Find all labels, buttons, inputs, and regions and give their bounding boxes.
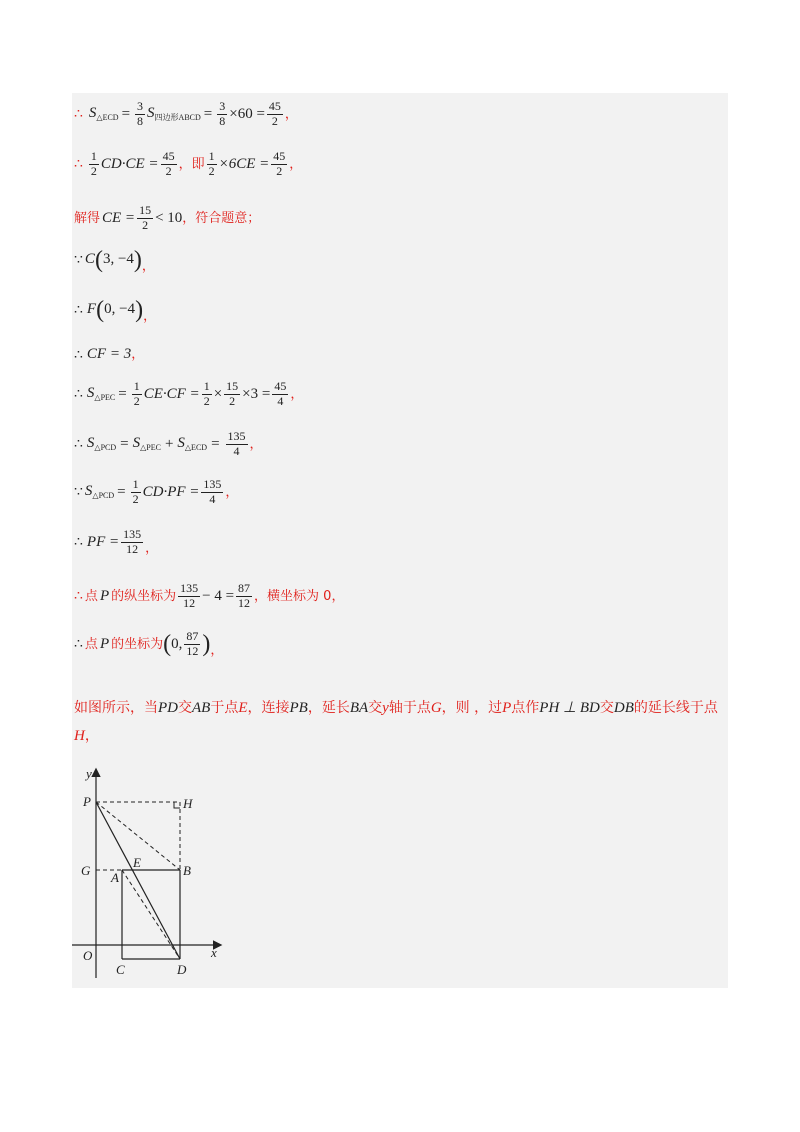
fraction: $\frac{15}{2}$ [139,203,152,232]
label-A: A [111,870,119,885]
fraction: $\frac{135}{12}$ [123,527,142,556]
fraction: $\frac{135}{12}$ [180,581,199,610]
fraction: $\frac{1}{2}$ [132,477,139,506]
fraction: $\frac{135}{4}$ [227,429,246,458]
label-O: O [83,948,93,963]
equation-line-11: ∴ 点 P 的纵坐标为 $\frac{135}{12}$ − 4 = $\frac{87}{12}$ ，横坐标为 0， [74,581,345,610]
explanation-paragraph: 如图所示，当PD交AB于点E，连接PB，延长BA交y轴于点G，则 ，过P点作PH ⊥ BD交DB的延长线于点H， [74,700,718,744]
equation-line-6: ∴ CF = 3 ， [74,346,145,363]
fraction: $\frac{87}{12}$ [186,629,199,658]
label-P: P [83,794,91,809]
equation-line-12: ∴ 点 P 的坐标为 ( 0, $\frac{87}{12}$ ) ， [74,629,224,658]
label-B: B [183,863,191,878]
fraction: $\frac{1}{2}$ [203,379,210,408]
fraction: $\frac{87}{12}$ [238,581,251,610]
label-D: D [177,962,187,977]
equation-line-2: ∴ $\frac{1}{2}$ CD·CE = $\frac{45}{2}$ ，即 $\frac{1}{2}$ ×6CE = $\frac{45}{2}$ ， [74,149,303,178]
therefore-symbol: ∴ [74,156,83,173]
fraction: $\frac{45}{2}$ [162,149,175,178]
fraction: $\frac{15}{2}$ [226,379,239,408]
equation-line-5: ∴ F ( 0, −4 ) ， [74,296,157,324]
equation-line-7: ∴ $S_{\triangle PEC}$ = $\frac{1}{2}$ CE·CF = $\frac{1}{2}$ × $\frac{15}{2}$ ×3 = $\frac{45}{4}$ ， [74,379,304,408]
fraction: $\frac{1}{2}$ [90,149,97,178]
label-E: E [133,855,141,870]
because-symbol: ∵ [74,251,83,268]
label-C: C [116,962,125,977]
label-G: G [81,863,91,878]
fraction: $\frac{135}{4}$ [203,477,222,506]
fraction: $\frac{45}{2}$ [268,99,281,128]
fraction: $\frac{3}{8}$ [219,99,226,128]
segment-AD [122,870,180,959]
fraction: $\frac{1}{2}$ [133,379,140,408]
equation-line-1: ∴ $S_{\triangle ECD}$ = $\frac{3}{8}$ $S_{四边形ABCD}$ = $\frac{3}{8}$ ×60 = $\frac{45}{2}$ ， [74,99,298,128]
therefore-symbol: ∴ [74,106,83,123]
fraction: $\frac{1}{2}$ [208,149,215,178]
equation-line-3: 解得 CE = $\frac{15}{2}$ < 10 ，符合题意； [74,203,261,232]
equation-line-4: ∵ C ( 3, −4 ) ， [74,246,155,274]
label-H: H [183,796,193,811]
fraction: $\frac{3}{8}$ [137,99,144,128]
right-angle-mark [174,802,180,808]
segment-PD [96,802,180,959]
fraction: $\frac{45}{2}$ [273,149,286,178]
equation-line-10: ∴ PF = $\frac{135}{12}$ ， [74,527,159,556]
label-y: y [86,766,92,781]
equation-line-9: ∵ $S_{\triangle PCD}$ = $\frac{1}{2}$ CD·PF = $\frac{135}{4}$ ， [74,477,239,506]
fraction: $\frac{45}{4}$ [274,379,287,408]
geometry-figure [60,760,240,985]
equation-line-8: ∴ $S_{\triangle PCD}$ = $S_{\triangle PEC}$ + $S_{\triangle ECD}$ = $\frac{135}{4}$ ， [74,429,263,458]
label-x: x [211,945,217,960]
